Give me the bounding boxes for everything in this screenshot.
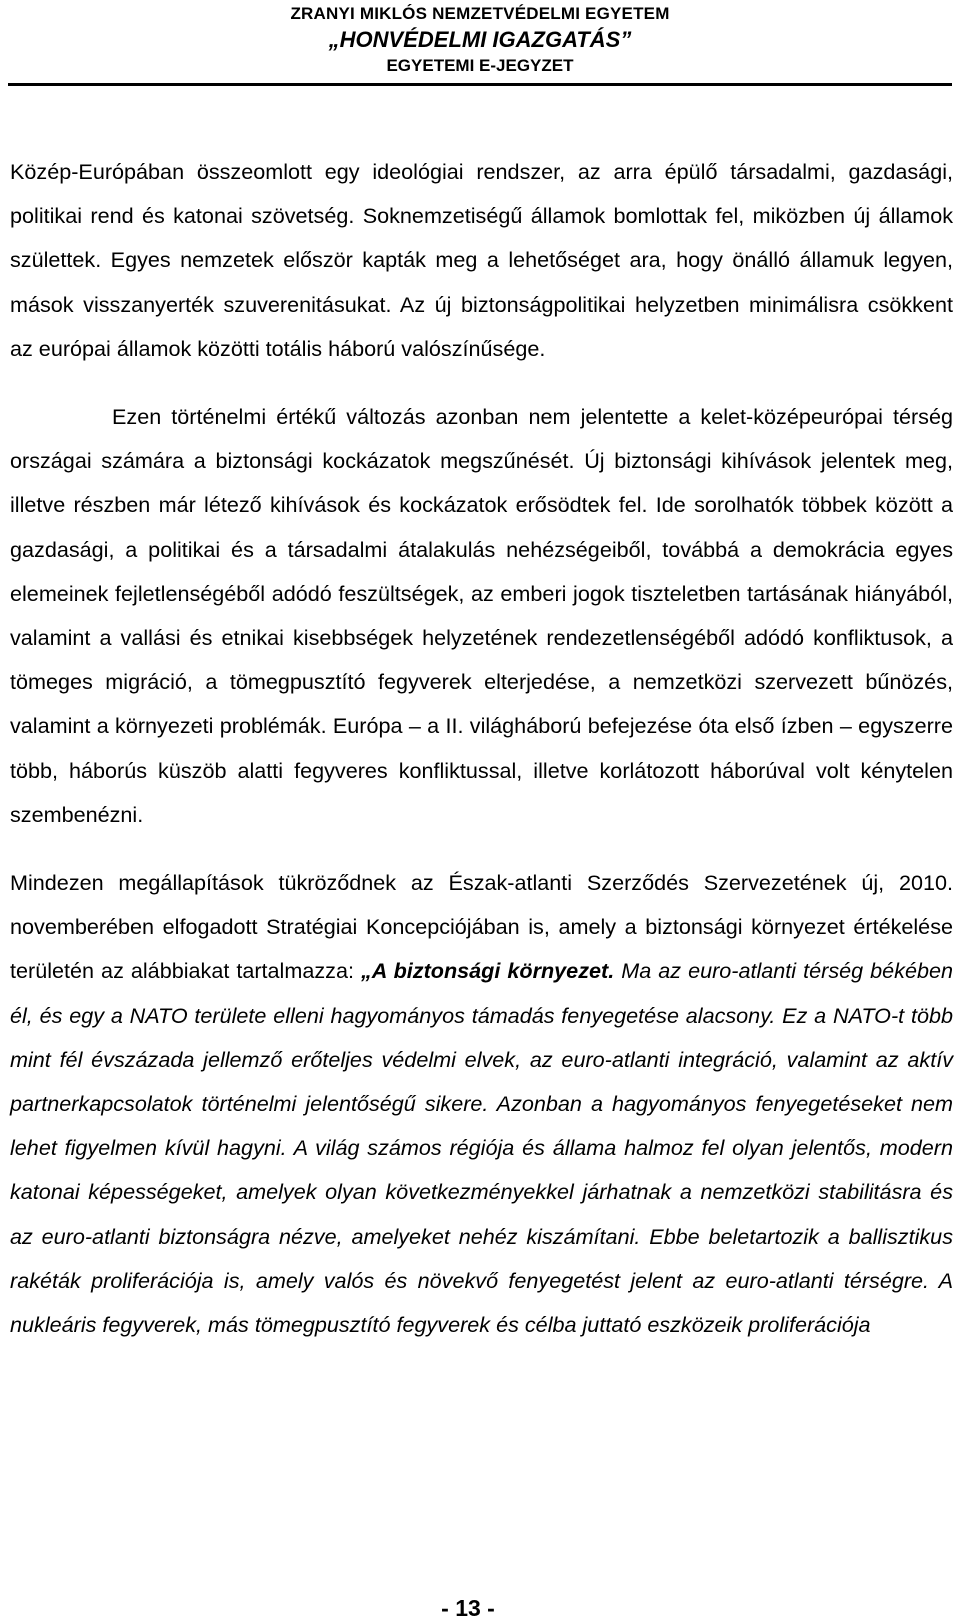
quote-text: Ma az euro-atlanti térség békében él, és egy a NATO területe elleni hagyományos támadás fenyegetése alacsony. Ez a NATO-t több mint fél évszázada jellemző erőteljes védelmi elvek, az euro-atlanti integráció, valamint az aktív partnerkapcsolatok történelmi jelentőségű sikere. Azonban a hagyományos fenyegetéseket nem lehet figyelmen kívül hagyni. A világ számos régiója és állama halmoz fel olyan jelentős, modern katonai képességeket, amelyek olyan következményekkel járhatnak a nemzetközi stabilitásra és az euro-atlanti biztonságra nézve, amelyeket nehéz kiszámítani. Ebbe beletartozik a ballisztikus rakéták proliferációja is, amely valós és növekvő fenyegetést jelent az euro-atlanti térségre. A nukleáris fegyverek, más tömegpusztító fegyverek és célba juttató eszközeik proliferációja [10,958,954,1338]
paragraph-1: Közép-Európában összeomlott egy ideológiai rendszer, az arra épülő társadalmi, gazdasági, politikai rend és katonai szövetség. Soknemzetiségű államok bomlottak fel, miközben új államok születtek. Egyes nemzetek először kapták meg a lehetőséget ara, hogy önálló államuk legyen, mások visszanyerték szuverenitásukat. Az új biztonságpolitikai helyzetben minimálisra csökkent az európai államok közötti totális háború valószínűsége. [10,159,953,361]
document-body [10,150,953,1347]
page-number: - 13 - [441,1595,495,1621]
paragraph-3-intro: Mindezen megállapítások tükröződnek az Észak-atlanti Szerződés Szervezetének új, 2010. novemberében elfogadott Stratégiai Koncepciójában is, amely a biztonsági környezet értékelése területén az alábbiakat tartalmazza: [10,870,953,984]
paragraph-3 [10,861,953,1347]
quote-heading: „A biztonsági környezet. [360,958,615,984]
header-course-title: „HONVÉDELMI IGAZGATÁS” [328,27,632,52]
header-document-type: EGYETEMI E-JEGYZET [386,56,574,75]
paragraph-2: Ezen történelmi értékű változás azonban nem jelentette a kelet-középeurópai térség országai számára a biztonsági kockázatok megszűnését. Új biztonsági kihívások jelentek meg, illetve részben már létező kihívások és kockázatok erősödtek fel. Ide sorolhatók többek között a gazdasági, a politikai és a társadalmi átalakulás nehézségeiből, továbbá a demokrácia egyes elemeinek fejletlenségéből adódó feszültségek, az emberi jogok tiszteletben tartásának hiányából, valamint a vallási és etnikai kisebbségek helyzetének rendezetlenségéből adódó konfliktusok, a tömeges migráció, a tömegpusztító fegyverek elterjedése, a nemzetközi szervezett bűnözés, valamint a környezeti problémák. Európa – a II. világháború befejezése óta első ízben – egyszerre több, háborús küszöb alatti fegyveres konfliktussal, illetve korlátozott háborúval volt kénytelen szembenézni. [10,404,953,827]
header-university-name: ZRANYI MIKLÓS NEMZETVÉDELMI EGYETEM [290,4,670,23]
header-divider [8,83,952,86]
